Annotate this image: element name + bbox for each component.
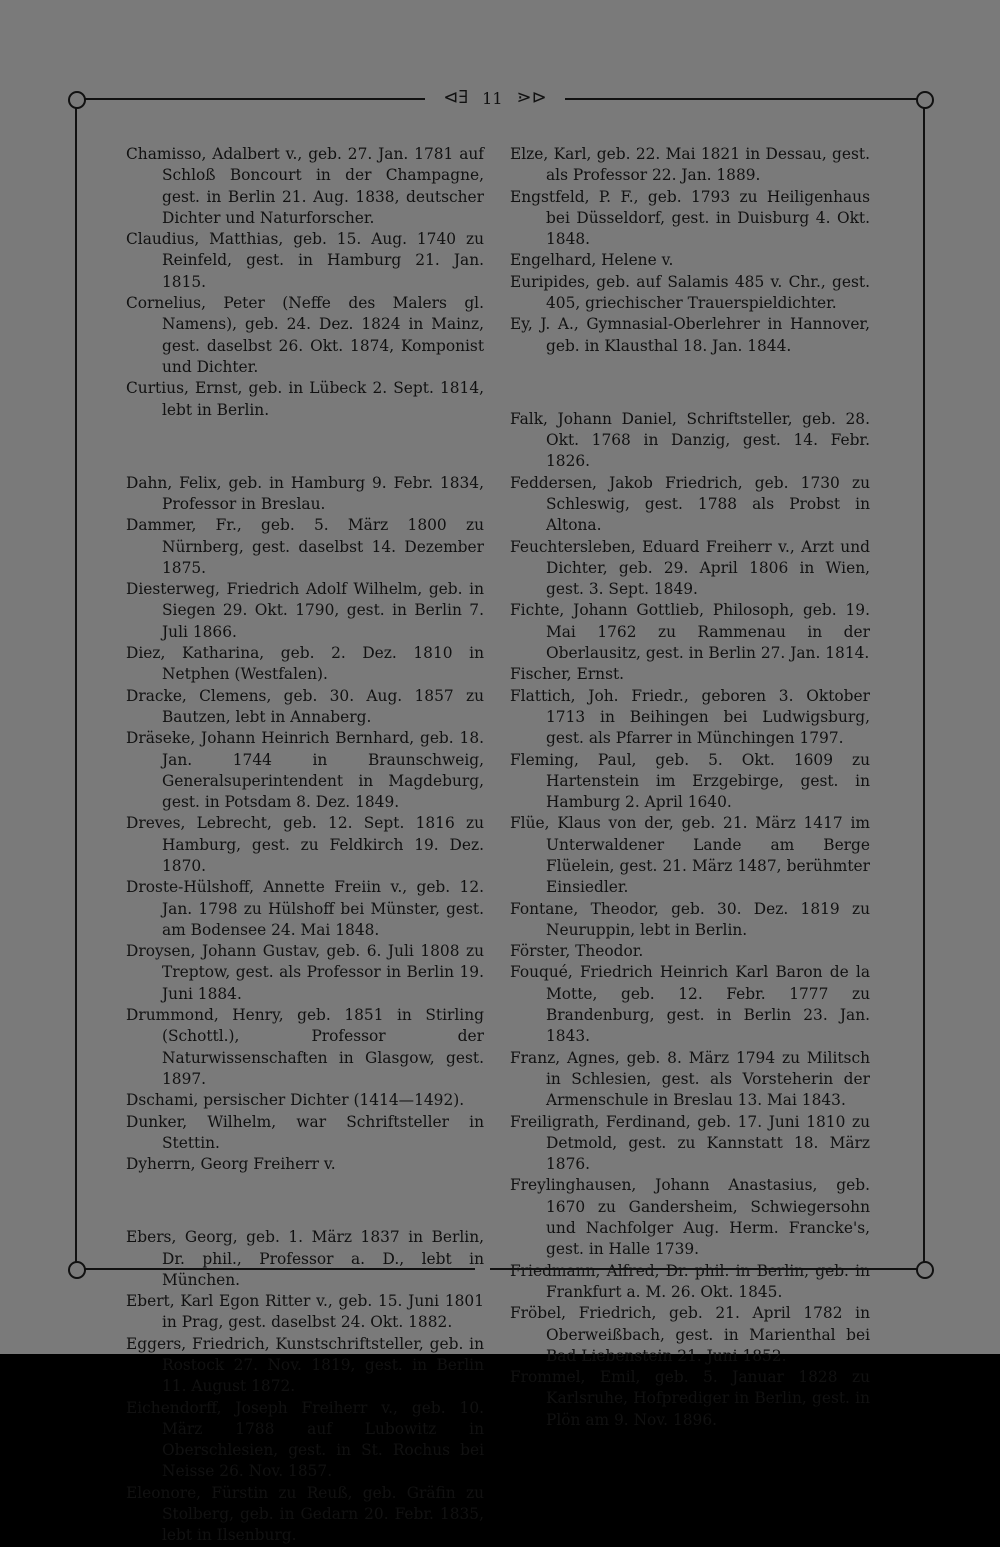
biography-entry: Euripides, geb. auf Salamis 485 v. Chr., gest. 405, griechischer Trauerspieldichter.: [510, 272, 870, 313]
biography-entry: Diez, Katharina, geb. 2. Dez. 1810 in Netphen (Westfalen).: [126, 644, 484, 684]
biography-entry: Curtius, Ernst, geb. in Lübeck 2. Sept. 1814, lebt in Berlin.: [126, 379, 484, 419]
corner-curl-icon: [916, 91, 934, 109]
frame-right-rule: [923, 98, 925, 1268]
biography-entry: Dschami, persischer Dichter (1414—1492).: [126, 1091, 465, 1110]
corner-curl-icon: [68, 1261, 86, 1279]
biography-entry: Ey, J. A., Gymnasial-Oberlehrer in Hannover, geb. in Klausthal 18. Jan. 1844.: [510, 315, 870, 355]
biography-entry: Fontane, Theodor, geb. 30. Dez. 1819 zu Neuruppin, lebt in Berlin.: [510, 899, 870, 939]
biography-entry: Friedmann, Alfred, Dr. phil. in Berlin, geb. in Frankfurt a. M. 26. Okt. 1845.: [510, 1261, 870, 1301]
biography-entry: Elze, Karl, geb. 22. Mai 1821 in Dessau, gest. als Professor 22. Jan. 1889.: [510, 145, 870, 185]
frame-top-right-rule: [565, 98, 923, 100]
biography-entry: Dräseke, Johann Heinrich Bernhard, geb. 18. Jan. 1744 in Braunschweig, Generalsuperintendent in Magdeburg, gest. in Potsdam 8. Dez. 1849.: [126, 729, 484, 812]
biography-entry: Fröbel, Friedrich, geb. 21. April 1782 in Oberweißbach, gest. in Marienthal bei Bad Liebenstein 21. Juni 1852.: [510, 1304, 870, 1365]
ornament-right-icon: ⋗⊳: [516, 87, 547, 108]
biography-entry: Dunker, Wilhelm, war Schriftsteller in Stettin.: [126, 1112, 484, 1152]
biography-entry: Franz, Agnes, geb. 8. März 1794 zu Militsch in Schlesien, gest. als Vorsteherin der Armenschule in Breslau 13. Mai 1843.: [510, 1048, 870, 1110]
biography-entry: Fouqué, Friedrich Heinrich Karl Baron de la Motte, geb. 12. Febr. 1777 zu Brandenburg, gest. in Berlin 23. Jan. 1843.: [510, 963, 870, 1046]
corner-curl-icon: [916, 1261, 934, 1279]
biography-entry: Flüe, Klaus von der, geb. 21. März 1417 im Unterwaldener Lande am Berge Flüelein, gest. 21. März 1487, berühmter Einsiedler.: [510, 814, 870, 897]
biography-entry: Feddersen, Jakob Friedrich, geb. 1730 zu Schleswig, gest. 1788 als Probst in Altona.: [510, 473, 870, 535]
section-gap: [126, 1191, 484, 1212]
biography-entry: Flattich, Joh. Friedr., geboren 3. Oktober 1713 in Beihingen bei Ludwigsburg, gest. als Pfarrer in Münchingen 1797.: [510, 686, 870, 748]
page-header: [425, 84, 565, 112]
frame-top-left-rule: [75, 98, 425, 100]
biography-entry: Dahn, Felix, geb. in Hamburg 9. Febr. 1834, Professor in Breslau.: [126, 473, 484, 513]
biography-entry: Claudius, Matthias, geb. 15. Aug. 1740 zu Reinfeld, gest. in Hamburg 21. Jan. 1815.: [126, 230, 484, 291]
biography-entry: Fichte, Johann Gottlieb, Philosoph, geb. 19. Mai 1762 zu Rammenau in der Oberlausitz, gest. in Berlin 27. Jan. 1814.: [510, 601, 870, 663]
section-gap: [126, 436, 484, 457]
biography-entry: Dyherrn, Georg Freiherr v.: [126, 1155, 336, 1174]
biography-entry: Ebers, Georg, geb. 1. März 1837 in Berlin, Dr. phil., Professor a. D., lebt in München.: [126, 1228, 484, 1289]
section-gap: [510, 372, 870, 393]
corner-curl-icon: [68, 91, 86, 109]
ornament-left-icon: ⊲∃: [443, 87, 469, 108]
biography-entry: Dreves, Lebrecht, geb. 12. Sept. 1816 zu Hamburg, gest. zu Feldkirch 19. Dez. 1870.: [126, 814, 484, 875]
biography-entry: Freylinghausen, Johann Anastasius, geb. 1670 zu Gandersheim, Schwiegersohn und Nachfolger Aug. Herm. Francke's, gest. in Halle 1739.: [510, 1176, 870, 1259]
biography-entry: Diesterweg, Friedrich Adolf Wilhelm, geb. in Siegen 29. Okt. 1790, gest. in Berlin 7. Juli 1866.: [126, 580, 484, 641]
biography-entry: Cornelius, Peter (Neffe des Malers gl. Namens), geb. 24. Dez. 1824 in Mainz, gest. daselbst 26. Okt. 1874, Komponist und Dichter.: [126, 294, 484, 376]
biography-entry: Frommel, Emil, geb. 5. Januar 1828 zu Karlsruhe, Hofprediger in Berlin, gest. in Plön am 9. Nov. 1896.: [510, 1368, 870, 1429]
biography-entry: Freiligrath, Ferdinand, geb. 17. Juni 1810 zu Detmold, gest. zu Kannstatt 18. März 1876.: [510, 1112, 870, 1174]
biography-entry: Ebert, Karl Egon Ritter v., geb. 15. Juni 1801 in Prag, gest. daselbst 24. Okt. 1882.: [126, 1292, 484, 1332]
page-number: 11: [482, 88, 503, 108]
biography-entry: Engstfeld, P. F., geb. 1793 zu Heiligenhaus bei Düsseldorf, gest. in Duisburg 4. Okt. 1848.: [510, 187, 870, 249]
biography-entry: Dracke, Clemens, geb. 30. Aug. 1857 zu Bautzen, lebt in Annaberg.: [126, 686, 484, 726]
biography-entry: Droysen, Johann Gustav, geb. 6. Juli 1808 zu Treptow, gest. als Professor in Berlin 19. Juni 1884.: [126, 942, 484, 1003]
biography-entry: Chamisso, Adalbert v., geb. 27. Jan. 1781 auf Schloß Boncourt in der Champagne, gest. in Berlin 21. Aug. 1838, deutscher Dichter und Naturforscher.: [126, 145, 484, 227]
biography-entry: Falk, Johann Daniel, Schriftsteller, geb. 28. Okt. 1768 in Danzig, gest. 14. Febr. 1826.: [510, 409, 870, 471]
biography-entry: Förster, Theodor.: [510, 942, 644, 961]
biography-entry: Eichendorff, Joseph Freiherr v., geb. 10. März 1788 auf Lubowitz in Oberschlesien, gest. in St. Rochus bei Neisse 26. Nov. 1857.: [126, 1398, 484, 1481]
biography-entry: Dammer, Fr., geb. 5. März 1800 zu Nürnberg, gest. daselbst 14. Dezember 1875.: [126, 516, 484, 577]
biography-entry: Eleonore, Fürstin zu Reuß, geb. Gräfin zu Stolberg, geb. in Gedarn 20. Febr. 1835, lebt in Ilsenburg.: [126, 1483, 484, 1545]
biography-entry: Drummond, Henry, geb. 1851 in Stirling (Schottl.), Professor der Naturwissenschaften in Glasgow, gest. 1897.: [126, 1006, 484, 1088]
biography-entry: Engelhard, Helene v.: [510, 251, 674, 270]
biography-entry: Feuchtersleben, Eduard Freiherr v., Arzt und Dichter, geb. 29. April 1806 in Wien, gest. 3. Sept. 1849.: [510, 537, 870, 599]
biography-entry: Droste-Hülshoff, Annette Freiin v., geb. 12. Jan. 1798 zu Hülshoff bei Münster, gest. am Bodensee 24. Mai 1848.: [126, 878, 484, 939]
right-column: [510, 144, 870, 1431]
biography-entry: Fleming, Paul, geb. 5. Okt. 1609 zu Hartenstein im Erzgebirge, gest. in Hamburg 2. April 1640.: [510, 750, 870, 812]
biography-entry: Eggers, Friedrich, Kunstschriftsteller, geb. in Rostock 27. Nov. 1819, gest. in Berlin 11. August 1872.: [126, 1334, 484, 1396]
left-column: [126, 144, 484, 1547]
frame-left-rule: [75, 98, 77, 1268]
biography-entry: Fischer, Ernst.: [510, 665, 625, 684]
